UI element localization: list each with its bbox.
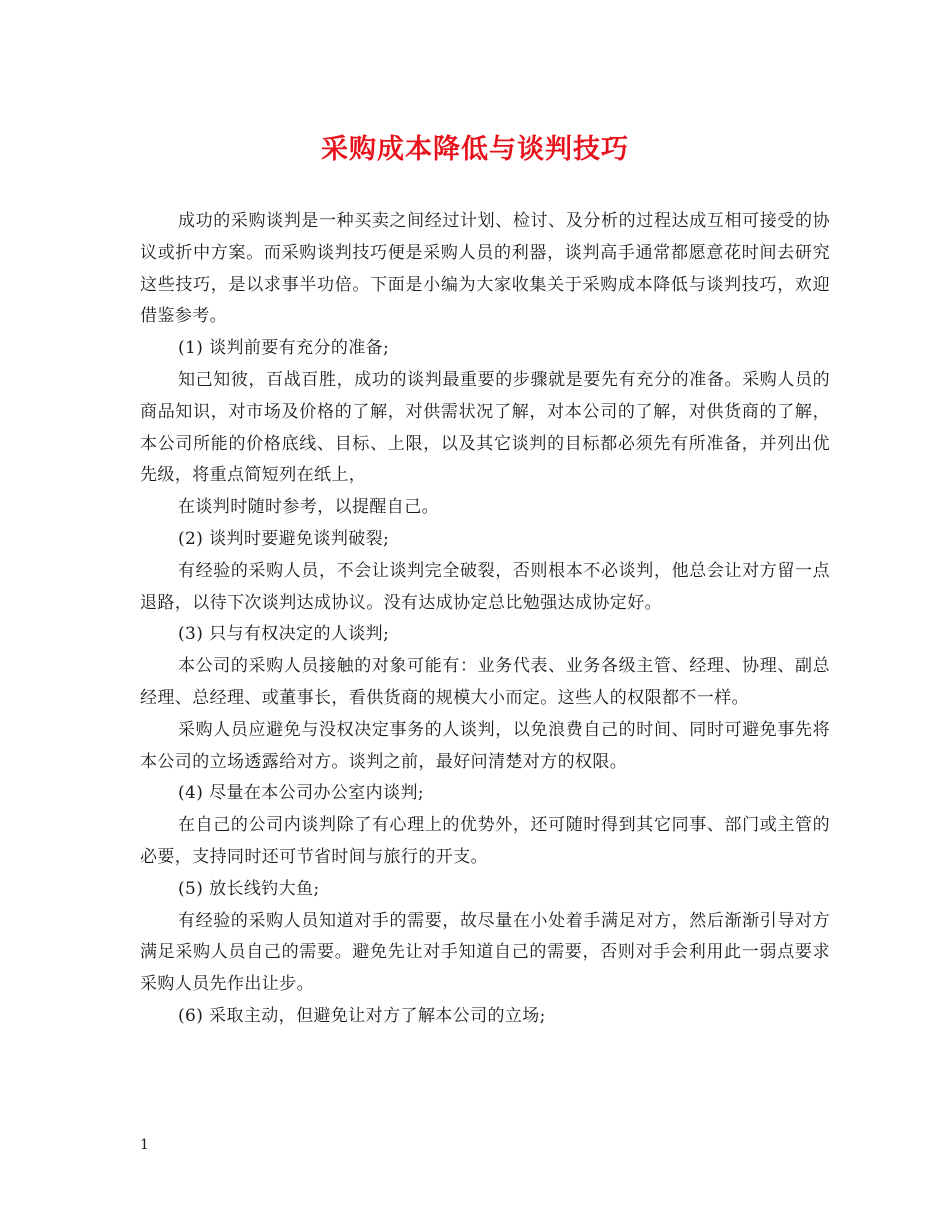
heading-point-4: (4) 尽量在本公司办公室内谈判; — [178, 783, 425, 804]
paragraph-point-4: 在自己的公司内谈判除了有心理上的优势外，还可随时得到其它同事、部门或主管的必要，支持同时还可节省时间与旅行的开支。 — [140, 815, 830, 867]
document-body — [140, 206, 830, 1033]
paragraph-point-3-cont: 采购人员应避免与没权决定事务的人谈判，以免浪费自己的时间、同时可避免事先将本公司的立场透露给对方。谈判之前，最好问清楚对方的权限。 — [140, 719, 830, 772]
paragraph-point-2: 有经验的采购人员，不会让谈判完全破裂，否则根本不必谈判，他总会让对方留一点退路，以待下次谈判达成协议。没有达成协定总比勉强达成协定好。 — [140, 560, 830, 613]
document-title: 采购成本降低与谈判技巧 — [321, 134, 629, 165]
paragraph-point-5: 有经验的采购人员知道对手的需要，故尽量在小处着手满足对方，然后渐渐引导对方满足采购人员自己的需要。避免先让对手知道自己的需要，否则对手会利用此一弱点要求采购人员先作出让步。 — [140, 910, 830, 995]
paragraph-point-1-cont: 在谈判时随时参考，以提醒自己。 — [178, 497, 439, 518]
paragraph-point-3: 本公司的采购人员接触的对象可能有：业务代表、业务各级主管、经理、协理、副总经理、总经理、或董事长，看供货商的规模大小而定。这些人的权限都不一样。 — [140, 656, 830, 708]
heading-point-5: (5) 放长线钓大鱼; — [178, 878, 320, 899]
heading-point-2: (2) 谈判时要避免谈判破裂; — [178, 528, 390, 549]
heading-point-3: (3) 只与有权决定的人谈判; — [178, 624, 390, 645]
heading-point-6: (6) 采取主动，但避免让对方了解本公司的立场; — [178, 1005, 546, 1026]
heading-point-1: (1) 谈判前要有充分的准备; — [178, 338, 390, 359]
page-number: 1 — [140, 1137, 149, 1153]
paragraph-intro: 成功的采购谈判是一种买卖之间经过计划、检讨、及分析的过程达成互相可接受的协议或折中方案。而采购谈判技巧便是采购人员的利器，谈判高手通常都愿意花时间去研究这些技巧，是以求事半功倍。下面是小编为大家收集关于采购成本降低与谈判技巧，欢迎借鉴参考。 — [140, 211, 830, 327]
paragraph-point-1: 知己知彼，百战百胜，成功的谈判最重要的步骤就是要先有充分的准备。采购人员的商品知识，对市场及价格的了解，对供需状况了解，对本公司的了解，对供货商的了解，本公司所能的价格底线、目标、上限，以及其它谈判的目标都必须先有所准备，并列出优先级，将重点简短列在纸上， — [140, 369, 830, 486]
